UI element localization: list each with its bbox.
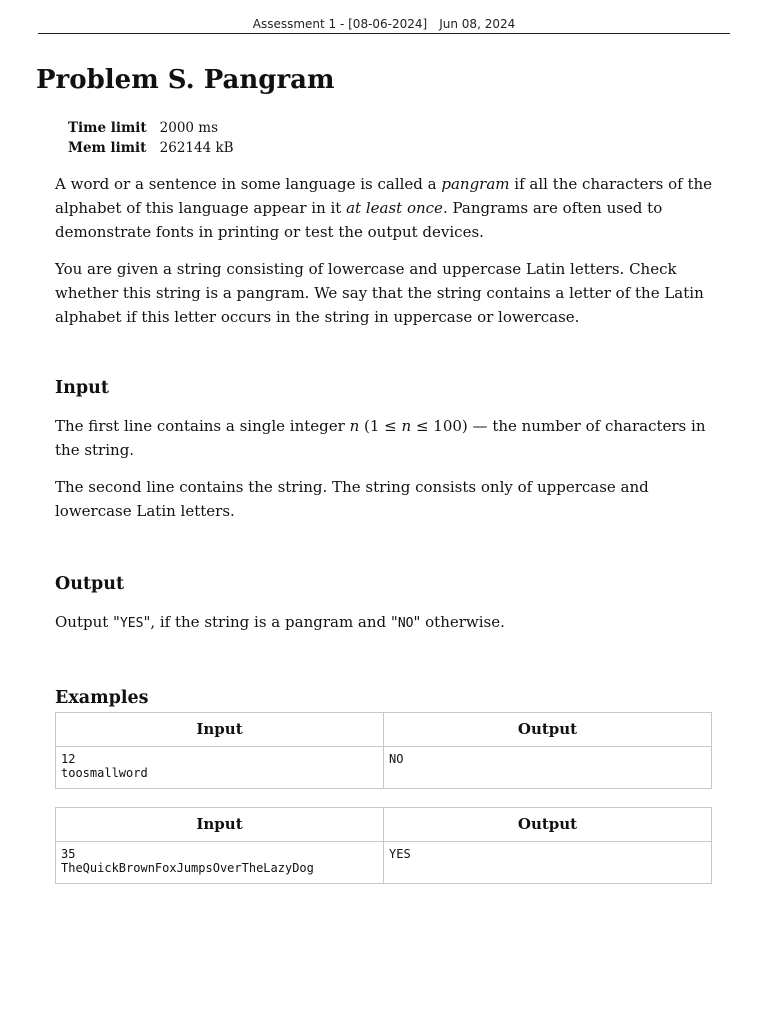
output-heading: Output bbox=[55, 574, 125, 594]
example-row bbox=[56, 747, 712, 789]
input-section bbox=[55, 376, 713, 523]
mem-limit-value: 262144 kB bbox=[159, 140, 234, 156]
time-limit-value: 2000 ms bbox=[159, 120, 219, 136]
example-table-1 bbox=[55, 712, 712, 789]
page-header bbox=[38, 16, 730, 34]
statement-section bbox=[55, 172, 713, 329]
example-output: YES bbox=[384, 842, 712, 884]
contest-name: Assessment 1 - [08-06-2024] bbox=[252, 17, 428, 31]
yes-literal: YES bbox=[119, 616, 144, 631]
example-output: NO bbox=[384, 747, 712, 789]
problem-content bbox=[55, 172, 713, 884]
input-paragraph-1: The first line contains a single integer n (1 ≤ n ≤ 100) — the number of characters in the string. bbox=[55, 417, 706, 459]
example-row bbox=[56, 842, 712, 884]
time-limit-label: Time limit bbox=[68, 120, 147, 136]
time-limit-row bbox=[68, 118, 234, 138]
output-paragraph: Output "YES", if the string is a pangram and "NO" otherwise. bbox=[55, 613, 505, 631]
statement-paragraph-1: A word or a sentence in some language is called a pangram if all the characters of the alphabet of this language appear in it at least once. Pangrams are often used to demonstrate fonts in printing or test the output devices. bbox=[55, 175, 713, 241]
example-input: 12 toosmallword bbox=[56, 747, 384, 789]
example-input-header: Input bbox=[56, 808, 384, 842]
example-input-header: Input bbox=[56, 713, 384, 747]
example-output-header: Output bbox=[384, 808, 712, 842]
output-section bbox=[55, 572, 713, 636]
statement-paragraph-2: You are given a string consisting of lowercase and uppercase Latin letters. Check whether this string is a pangram. We say that the string contains a letter of the Latin alphabet if this letter occurs in the string in uppercase or lowercase. bbox=[55, 260, 704, 326]
variable-n: n bbox=[349, 417, 360, 435]
examples-section bbox=[55, 686, 713, 884]
contest-date: Jun 08, 2024 bbox=[439, 17, 516, 31]
example-output-header: Output bbox=[384, 713, 712, 747]
example-table-2 bbox=[55, 807, 712, 884]
input-heading: Input bbox=[55, 378, 109, 398]
examples-heading: Examples bbox=[55, 688, 149, 708]
limits-table bbox=[68, 118, 234, 158]
no-literal: NO bbox=[397, 616, 414, 631]
problem-title: Problem S. Pangram bbox=[36, 65, 335, 95]
input-paragraph-2: The second line contains the string. The string consists only of uppercase and lowercase Latin letters. bbox=[55, 478, 649, 520]
mem-limit-label: Mem limit bbox=[68, 140, 147, 156]
mem-limit-row bbox=[68, 138, 234, 158]
example-input: 35 TheQuickBrownFoxJumpsOverTheLazyDog bbox=[56, 842, 384, 884]
